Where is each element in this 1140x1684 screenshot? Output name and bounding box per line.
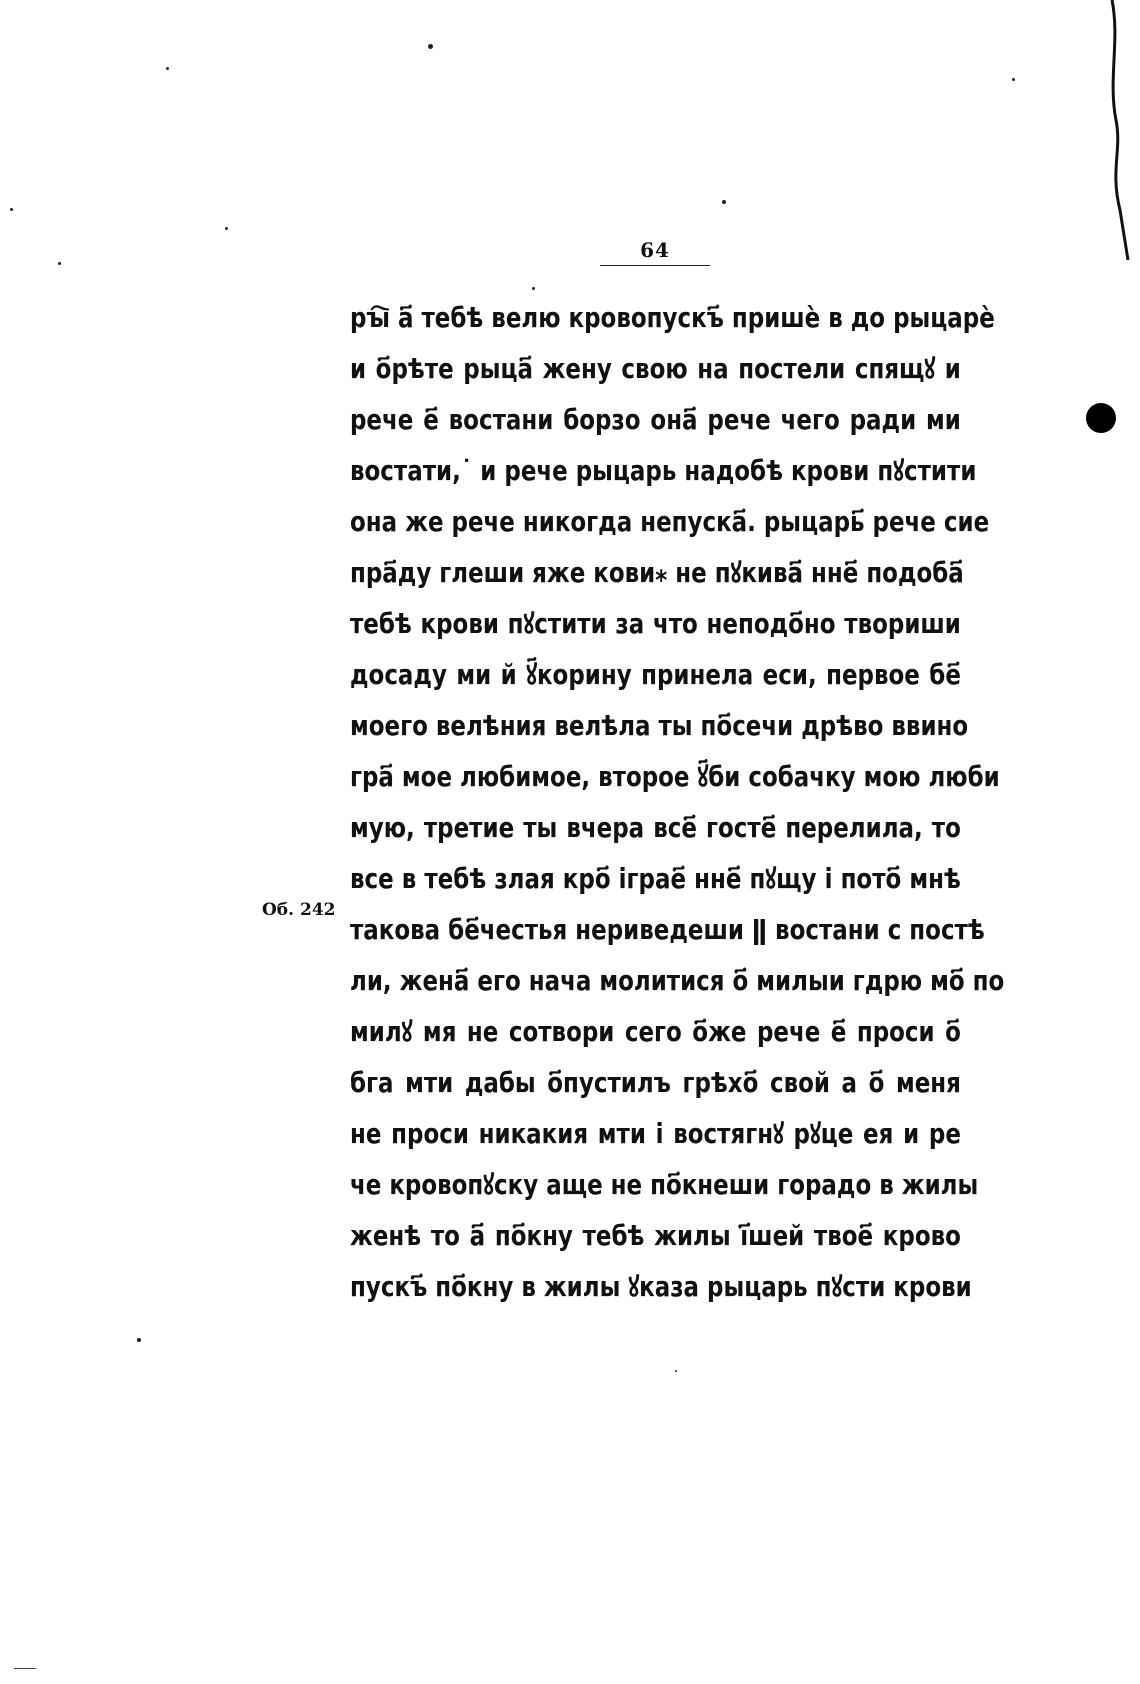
scan-edge-tick	[14, 1668, 36, 1669]
text-line: милꙋ мя не сотвори сего о҃же рече е҃ проси о҃	[350, 1015, 961, 1048]
text-line: не проси никакия мти і востягнꙋ рꙋце ея и ре	[350, 1117, 961, 1150]
text-line: моего велѣния велѣла ты по҃сечи дрѣво ввино	[350, 709, 969, 742]
text-line: досаду ми й ꙋ҃корину принела еси, первое бе҃	[350, 658, 961, 691]
text-line: женѣ то а҃ по҃кну тебѣ жилы і҃шей твое҃ крово	[350, 1219, 961, 1252]
text-line: все в тебѣ злая кро҃ іграе҃ нне҃ пꙋщу і пото҃ мнѣ	[350, 862, 961, 895]
ink-blot	[1086, 403, 1116, 433]
text-line: гра҃ мое любимое, второе ꙋ҃би собачку мою люби	[350, 760, 1000, 793]
scan-speck	[58, 262, 61, 265]
text-line: тебѣ крови пꙋстити за что неподо҃но твориши	[350, 607, 961, 640]
text-line: такова бе҃честья нериведеши ǁ востани с постѣ	[350, 913, 985, 946]
text-line: бга мти дабы о҃пустилъ грѣхо҃ свой а о҃ меня	[350, 1066, 961, 1099]
scan-speck	[137, 1338, 141, 1342]
text-line: рече е҃ востани борзо она҃ рече чего ради ми	[350, 403, 961, 436]
scan-speck	[532, 287, 535, 290]
page-number-rule	[600, 265, 710, 266]
scan-speck	[1012, 78, 1015, 81]
text-line: и о҃рѣте рыца҃ жену свою на постели спящꙋ и	[350, 352, 961, 385]
text-block	[350, 292, 1005, 1312]
page-number: 64	[640, 238, 670, 262]
text-line: пускъ҃ по҃кну в жилы ꙋказа рыцарь пꙋсти крови	[350, 1270, 972, 1303]
text-line: рꙑ҇ а҃ тебѣ велю кровопускъ҃ пришѐ в до рыцарѐ	[350, 301, 995, 334]
page-edge-mark	[1098, 0, 1138, 260]
text-line: пра҃ду глеши яже кови⁎ не пꙋкива҃ нне҃ подоба҃	[350, 556, 964, 589]
text-line: че кровопꙋску аще не по҃кнеши горадо в жилы	[350, 1168, 979, 1201]
scan-speck	[10, 208, 13, 211]
scan-speck	[675, 1370, 677, 1372]
scan-speck	[166, 67, 169, 70]
scan-speck	[428, 44, 433, 49]
margin-note: Об. 242	[262, 900, 336, 920]
text-line: востати,˙ и рече рыцарь надобѣ крови пꙋстити	[350, 454, 977, 487]
text-line: ли, жена҃ его нача молитися о҃ милыи гдрю мо҃ по	[350, 964, 1005, 997]
text-line: она же рече никогда непуска҃. рыцарь҃ рече сие	[350, 505, 990, 538]
scan-speck	[225, 227, 228, 230]
scan-speck	[722, 200, 726, 204]
text-line: мую, третие ты вчера все҃ госте҃ перелила, то	[350, 811, 961, 844]
